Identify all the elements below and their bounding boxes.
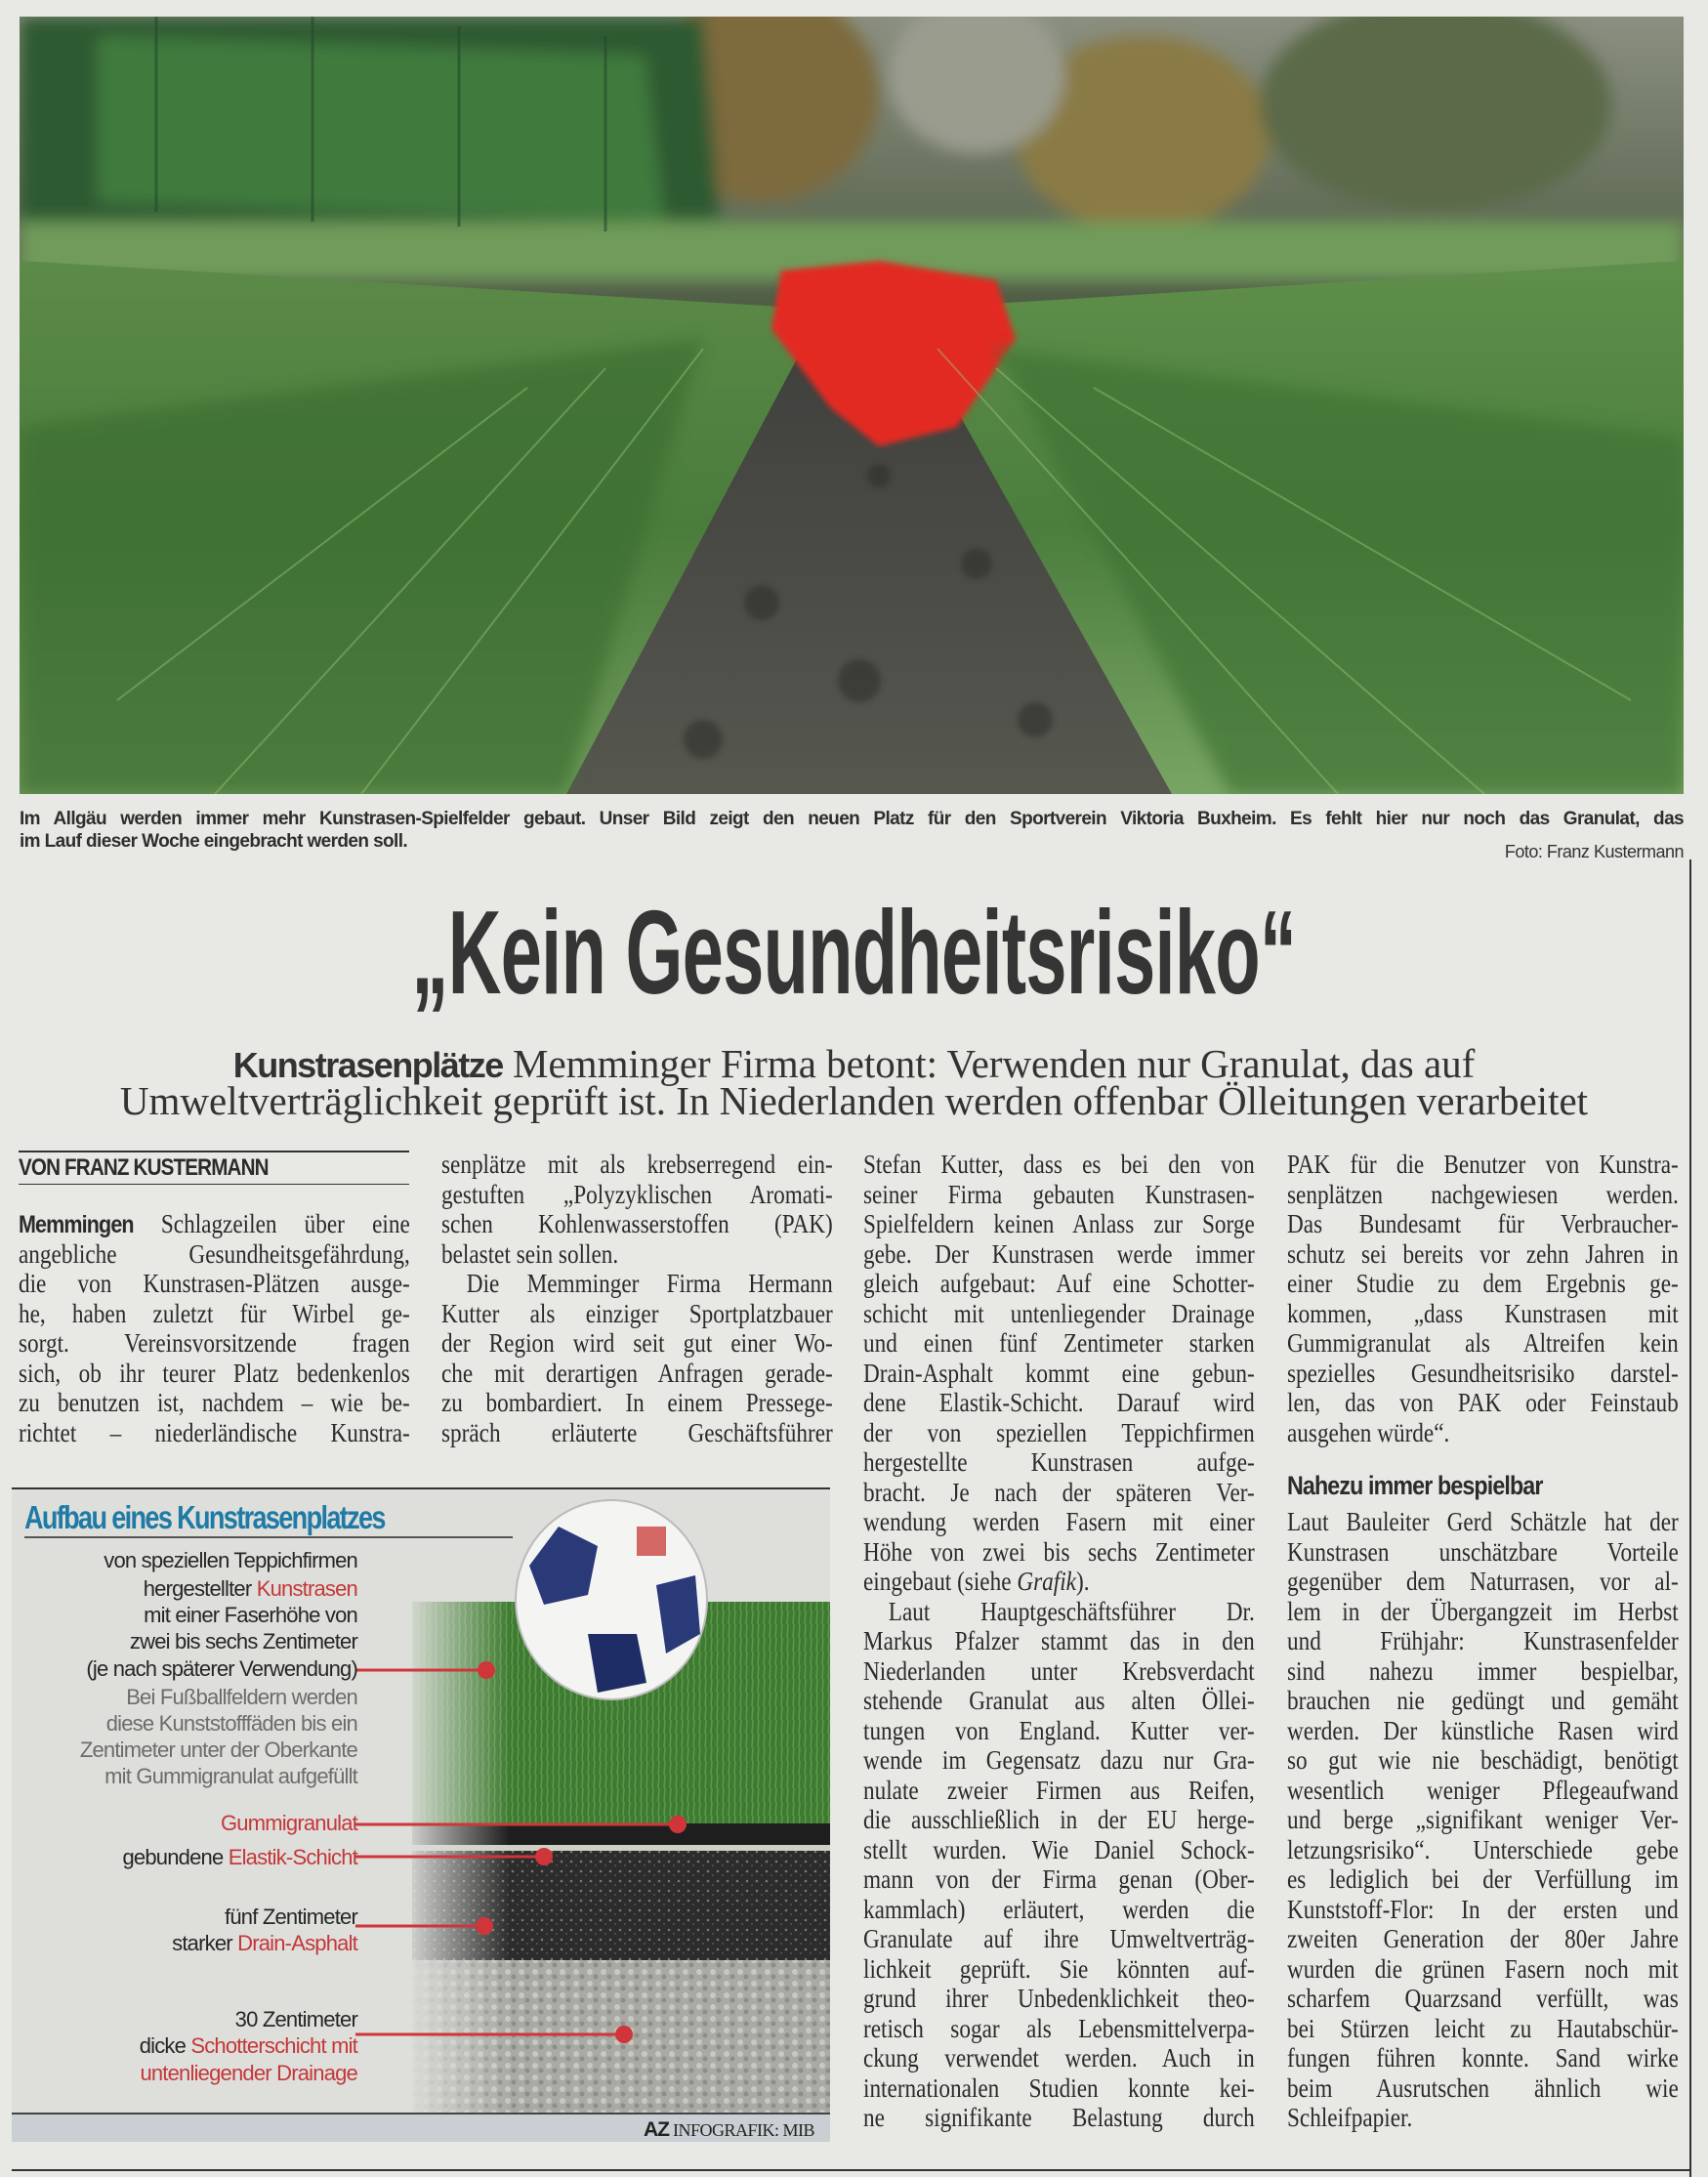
text-segment: zu benutzen ist, nachdem – wie be-	[19, 1388, 410, 1417]
article-text-line	[1287, 1805, 1679, 1835]
article-text-line	[863, 2043, 1255, 2073]
article-text-line	[1287, 1626, 1679, 1656]
az-brand-logo: AZ	[643, 2118, 669, 2141]
byline-rule-bottom	[19, 1184, 409, 1185]
text-segment: retisch sogar als Lebensmittelverpa-	[863, 2013, 1255, 2043]
infographic-label-line	[104, 1765, 357, 1788]
article-text-line	[19, 1299, 410, 1329]
article-text-line	[863, 2073, 1255, 2104]
headline-text: „Kein Gesundheitsrisiko“	[411, 886, 1297, 1019]
text-segment: nulate zweier Firmen aus Reifen,	[863, 1775, 1255, 1805]
text-segment: Markus Pfalzer stammt das in den	[863, 1626, 1255, 1655]
article-text-line	[441, 1388, 833, 1418]
layer-name: Drain-Asphalt	[237, 1931, 357, 1955]
text-segment: die ausschließlich in der EU herge-	[863, 1805, 1255, 1834]
label-text: (je nach späterer Verwendung)	[86, 1656, 357, 1681]
infographic-label-line	[235, 2008, 357, 2031]
infographic-turf-layers	[12, 1487, 830, 2142]
photo-caption-line: im Lauf dieser Woche eingebracht werden soll.	[20, 831, 408, 852]
article-text-line	[1287, 2014, 1679, 2044]
article-text-line	[19, 1239, 410, 1270]
text-segment: belastet sein sollen.	[441, 1238, 619, 1269]
subheadline-text: Memminger Firma betont: Verwenden nur Granulat, das auf	[502, 1041, 1476, 1086]
text-segment: spezielles Gesundheitsrisiko darstel-	[1287, 1358, 1679, 1388]
text-segment: dene Elastik-Schicht. Darauf wird	[863, 1388, 1255, 1417]
article-text-line	[19, 1269, 410, 1299]
infographic-label-line	[106, 1712, 357, 1736]
label-text: diese Kunststofffäden bis ein	[105, 1711, 357, 1736]
text-segment: sorgt. Vereinsvorsitzende fragen	[19, 1328, 410, 1358]
article-text-line	[1287, 1656, 1679, 1687]
text-segment: stellt wurden. Wie Daniel Schock-	[863, 1834, 1255, 1864]
photo-credit: Foto: Franz Kustermann	[1504, 842, 1684, 861]
text-segment: der Region wird seit gut einer Wo-	[441, 1328, 833, 1358]
layer-name: Gummigranulat	[221, 1811, 357, 1835]
text-segment: es lediglich bei der Verfüllung im	[1287, 1864, 1679, 1894]
article-text-line	[1287, 1716, 1679, 1746]
article-text-line	[441, 1299, 833, 1329]
byline-rule-top	[19, 1151, 409, 1152]
article-text-line	[1287, 1835, 1679, 1865]
label-text: Zentimeter unter der Oberkante	[79, 1737, 357, 1762]
article-text-line	[863, 1418, 1255, 1448]
article-text-line	[19, 1328, 410, 1359]
article-text-line	[1287, 1388, 1679, 1418]
article-text-line	[1287, 2073, 1679, 2104]
article-text-line	[863, 1299, 1255, 1329]
infographic-label-line	[126, 1686, 357, 1709]
article-text-line	[863, 1567, 1255, 1597]
infographic-label-line	[225, 1905, 357, 1929]
infographic-layer-image	[12, 1487, 830, 2113]
article-text-line	[1287, 1328, 1679, 1359]
article-text-line	[863, 2103, 1255, 2133]
text-segment: schutz sei bereits vor zehn Jahren in	[1287, 1238, 1679, 1269]
text-segment: und berge „signifikant weniger Ver-	[1287, 1805, 1679, 1834]
text-segment: eingebaut (siehe	[863, 1567, 1018, 1596]
text-segment: stehende Granulat aus alten Öllei-	[863, 1686, 1255, 1715]
article-text-line	[863, 2014, 1255, 2044]
text-segment: internationalen Studien konnte kei-	[863, 2072, 1255, 2103]
text-segment: ne signifikante Belastung durch	[863, 2103, 1255, 2132]
text-segment: he, haben zuletzt für Wirbel ge-	[19, 1298, 410, 1328]
article-text-line	[1287, 1359, 1679, 1389]
article-text-line	[863, 1626, 1255, 1656]
article-text-line	[863, 1686, 1255, 1716]
article-text-line	[863, 1447, 1255, 1478]
text-segment: ausgehen würde“.	[1287, 1417, 1450, 1447]
infographic-credit-band	[12, 2113, 830, 2142]
text-segment: grund ihrer Unbedenklichkeit theo-	[863, 1984, 1255, 2013]
text-segment: Spielfeldern keinen Anlass zur Sorge	[863, 1209, 1255, 1238]
infographic-label-line	[140, 2062, 357, 2085]
text-segment: scharfem Quarzsand verfüllt, was	[1287, 1984, 1679, 2013]
text-segment: Die Memminger Firma Hermann	[466, 1269, 833, 1298]
text-segment: richtet – niederländische Kunstra-	[19, 1417, 410, 1447]
text-segment: tungen von England. Kutter ver-	[863, 1715, 1255, 1745]
article-text-line	[1287, 1418, 1679, 1448]
text-segment: PAK für die Benutzer von Kunstra-	[1287, 1150, 1679, 1179]
article-text-line	[863, 1924, 1255, 1954]
text-segment: wurden die grünen Fasern noch mit	[1287, 1953, 1679, 1984]
text-segment: Laut Hauptgeschäftsführer Dr.	[888, 1596, 1255, 1626]
label-text: gebundene	[122, 1845, 229, 1869]
subheadline-line-2: Umweltverträglichkeit geprüft ist. In Niederlanden werden offenbar Ölleitungen verarbeitet	[119, 1078, 1589, 1123]
section-subheading: Nahezu immer bespielbar	[1287, 1471, 1543, 1500]
headline	[0, 886, 1708, 1019]
pointer-dot-icon	[535, 1848, 553, 1865]
subheadline-keyword: Kunstrasenplätze	[232, 1045, 503, 1085]
label-text: 30 Zentimeter	[234, 2007, 357, 2031]
label-text: dicke	[139, 2033, 191, 2058]
article-text-line	[1287, 1299, 1679, 1329]
infographic-label-line	[172, 1932, 357, 1955]
text-segment: gegenüber dem Naturrasen, vor al-	[1287, 1567, 1679, 1596]
text-segment: beim Ausrutschen ähnlich wie	[1287, 2072, 1679, 2103]
infographic-label-line	[221, 1812, 357, 1835]
label-text: fünf Zentimeter	[225, 1905, 357, 1929]
text-segment: sind nahezu immer bespielbar,	[1287, 1655, 1679, 1686]
text-segment: kommen, „dass Kunstrasen mit	[1287, 1298, 1679, 1328]
article-text-line	[1287, 1924, 1679, 1954]
article-text-line	[863, 1805, 1255, 1835]
text-segment: und einen fünf Zentimeter starken	[863, 1328, 1255, 1358]
text-segment: schicht mit untenliegender Drainage	[863, 1298, 1255, 1328]
text-segment: der von speziellen Teppichfirmen	[863, 1417, 1255, 1447]
text-segment: Drain-Asphalt kommt eine gebun-	[863, 1358, 1255, 1388]
article-text-line	[19, 1388, 410, 1418]
article-photo-artificial-turf	[20, 17, 1684, 794]
article-text-line	[1287, 1239, 1679, 1270]
infographic-label-line	[104, 1549, 357, 1572]
article-text-line	[863, 1835, 1255, 1865]
infographic-label-line	[140, 2034, 357, 2058]
article-text-line	[863, 1359, 1255, 1389]
italic-reference: Grafik	[1017, 1567, 1076, 1596]
text-segment: und Frühjahr: Kunstrasenfelder	[1287, 1626, 1679, 1655]
article-text-line	[863, 1209, 1255, 1239]
article-text-line	[1287, 2043, 1679, 2073]
text-segment: werden. Der künstliche Rasen wird	[1287, 1715, 1679, 1745]
text-segment: Höhe von zwei bis sechs Zentimeter	[863, 1536, 1255, 1567]
text-segment: bei Stürzen leicht zu Hautabschür-	[1287, 2013, 1679, 2043]
layer-name: Schotterschicht mit	[190, 2033, 357, 2058]
article-text-line	[1287, 1597, 1679, 1627]
article-text-line	[1287, 1507, 1679, 1537]
article-text-line	[863, 1507, 1255, 1537]
infographic-credit-text: INFOGRAFIK: MIB	[668, 2120, 814, 2140]
text-segment: che mit derartigen Anfragen gerade-	[441, 1358, 833, 1388]
article-text-line	[19, 1359, 410, 1389]
text-segment: zweiten Generation der 80er Jahre	[1287, 1924, 1679, 1953]
article-text-line	[863, 1269, 1255, 1299]
text-segment: sich, ob ihr teurer Platz bedenkenlos	[19, 1358, 410, 1388]
page-column-divider	[1689, 859, 1691, 2177]
infographic-credit	[644, 2118, 814, 2142]
article-text-line	[441, 1418, 833, 1448]
article-text-line	[441, 1209, 833, 1239]
article-text-line	[1287, 1864, 1679, 1895]
text-segment: brauchen nie gedüngt und gemäht	[1287, 1686, 1679, 1715]
layer-name: Kunstrasen	[256, 1576, 357, 1601]
text-segment: gestuften „Polyzyklischen Aromati-	[441, 1179, 833, 1209]
text-segment: lichkeit geprüft. Sie könnten auf-	[863, 1953, 1255, 1984]
article-text-line	[863, 1745, 1255, 1776]
label-text: hergestellter	[143, 1576, 257, 1601]
label-text: starker	[172, 1931, 238, 1955]
article-text-line	[863, 1478, 1255, 1508]
text-segment: wendung werden Fasern mit einer	[863, 1507, 1255, 1536]
text-segment: fungen führen konnte. Sand wirke	[1287, 2043, 1679, 2072]
text-segment: Kunststoff-Flor: In der ersten und	[1287, 1894, 1679, 1924]
article-text-line	[1287, 1150, 1679, 1180]
text-segment: senplätze mit als krebserregend ein-	[441, 1150, 833, 1179]
dateline: Memmingen	[19, 1211, 134, 1238]
text-segment: Kunstrasen unschätzbare Vorteile	[1287, 1536, 1679, 1567]
pointer-dot-icon	[478, 1661, 495, 1679]
article-text-line	[441, 1328, 833, 1359]
article-text-line	[1287, 1954, 1679, 1985]
text-segment: gebe. Der Kunstrasen werde immer	[863, 1238, 1255, 1269]
article-text-line	[1287, 1567, 1679, 1597]
article-text-line	[863, 1776, 1255, 1806]
article-text-line	[863, 1656, 1255, 1687]
text-segment: Laut Bauleiter Gerd Schätzle hat der	[1287, 1507, 1679, 1536]
article-text-line	[1287, 1537, 1679, 1568]
text-segment: senplätzen nachgewiesen werden.	[1287, 1179, 1679, 1209]
article-column-4	[1287, 1150, 1708, 2133]
text-segment: ).	[1075, 1567, 1090, 1596]
text-segment: seiner Firma gebauten Kunstrasen-	[863, 1179, 1255, 1209]
text-segment: letzungsrisiko“. Unterschiede gebe	[1287, 1834, 1679, 1864]
article-column-2	[441, 1150, 896, 1447]
text-segment: wesentlich weniger Pflegeaufwand	[1287, 1775, 1679, 1805]
article-column-3	[863, 1150, 1318, 2133]
article-text-line	[1287, 2103, 1679, 2133]
article-text-line	[441, 1180, 833, 1210]
infographic-label-line	[144, 1577, 357, 1601]
label-text: Bei Fußballfeldern werden	[126, 1685, 357, 1709]
article-text-line	[1287, 1180, 1679, 1210]
text-segment: schen Kohlenwasserstoffen (PAK)	[441, 1209, 833, 1238]
pointer-dot-icon	[476, 1917, 493, 1935]
infographic-label-line	[122, 1846, 357, 1869]
text-segment: Schleifpapier.	[1287, 2103, 1413, 2132]
text-segment: bracht. Je nach der späteren Ver-	[863, 1477, 1255, 1507]
article-text-line	[863, 1537, 1255, 1568]
text-segment: einer Studie zu dem Ergebnis ge-	[1287, 1269, 1679, 1298]
label-text: mit Gummigranulat aufgefüllt	[104, 1764, 357, 1788]
infographic-label-line	[80, 1738, 357, 1762]
article-text-line	[441, 1150, 833, 1180]
article-text-line	[1287, 1984, 1679, 2014]
infographic-label-line	[86, 1657, 357, 1681]
text-segment: so gut wie nie beschädigt, benötigt	[1287, 1745, 1679, 1775]
text-segment: lem in der Übergangzeit im Herbst	[1287, 1596, 1679, 1626]
label-text: mit einer Faserhöhe von	[144, 1603, 357, 1627]
text-segment: angebliche Gesundheitsgefährdung,	[19, 1238, 410, 1269]
text-segment: mann von der Firma genan (Ober-	[863, 1864, 1255, 1894]
photo-caption-line: Im Allgäu werden immer mehr Kunstrasen-Spielfelder gebaut. Unser Bild zeigt den neuen Platz für den Sportverein Viktoria Buxheim. Es fehlt hier nur noch das Granulat, das	[20, 809, 1684, 829]
text-segment: len, das von PAK oder Feinstaub	[1287, 1388, 1679, 1417]
text-segment: kammlach) erläutert, werden die	[863, 1894, 1255, 1924]
text-segment: hergestellte Kunstrasen aufge-	[863, 1447, 1255, 1477]
article-text-line	[1287, 1269, 1679, 1299]
text-segment: ckung verwendet werden. Auch in	[863, 2043, 1255, 2072]
article-text-line	[441, 1359, 833, 1389]
article-text-line	[863, 1180, 1255, 1210]
layer-name: untenliegender Drainage	[140, 2061, 357, 2085]
text-segment: wende im Gegensatz dazu nur Gra-	[863, 1745, 1255, 1775]
article-text-line	[1287, 1895, 1679, 1925]
infographic-label-line	[130, 1630, 357, 1654]
text-segment: Das Bundesamt für Verbraucher-	[1287, 1209, 1679, 1238]
page-bottom-rule	[12, 2169, 1689, 2171]
text-segment: Gummigranulat als Altreifen kein	[1287, 1328, 1679, 1358]
text-segment: Kutter als einziger Sportplatzbauer	[441, 1298, 833, 1328]
article-text-line	[863, 1954, 1255, 1985]
text-segment: Granulate auf ihre Umweltverträg-	[863, 1924, 1255, 1953]
article-text-line	[863, 1328, 1255, 1359]
text-segment: Niederlanden unter Krebsverdacht	[863, 1655, 1255, 1686]
text-segment: spräch erläuterte Geschäftsführer	[441, 1417, 833, 1447]
text-segment: Schlagzeilen über eine	[160, 1209, 410, 1238]
infographic-label-line	[144, 1604, 357, 1627]
article-text-line	[1287, 1776, 1679, 1806]
article-text-line	[863, 1239, 1255, 1270]
article-column-1	[19, 1150, 474, 1447]
turf-photo-image	[20, 17, 1684, 794]
text-segment: die von Kunstrasen-Plätzen ausge-	[19, 1269, 410, 1298]
article-text-line	[1287, 1209, 1679, 1239]
article-text-line	[1287, 1745, 1679, 1776]
article-text-line	[863, 1150, 1255, 1180]
article-text-line	[1287, 1686, 1679, 1716]
article-text-line	[863, 1597, 1255, 1627]
article-text-line	[863, 1388, 1255, 1418]
infographic-title-rule	[24, 1536, 513, 1538]
article-text-line	[863, 1716, 1255, 1746]
pointer-dot-icon	[615, 2026, 633, 2043]
article-text-line	[441, 1239, 833, 1270]
layer-name: Elastik-Schicht	[228, 1845, 357, 1869]
article-text-line	[863, 1864, 1255, 1895]
text-segment: gleich aufgebaut: Auf eine Schotter-	[863, 1269, 1255, 1298]
label-text: von speziellen Teppichfirmen	[104, 1548, 357, 1572]
pointer-dot-icon	[669, 1816, 687, 1833]
article-text-line	[19, 1209, 410, 1239]
text-segment: Stefan Kutter, dass es bei den von	[863, 1150, 1255, 1179]
text-segment: zu bombardiert. In einem Pressege-	[441, 1388, 833, 1417]
article-text-line	[863, 1895, 1255, 1925]
infographic-title: Aufbau eines Kunstrasenplatzes	[24, 1499, 385, 1535]
article-text-line	[863, 1984, 1255, 2014]
label-text: zwei bis sechs Zentimeter	[129, 1629, 357, 1654]
football-icon	[516, 1500, 707, 1699]
article-text-line	[441, 1269, 833, 1299]
byline: VON FRANZ KUSTERMANN	[19, 1154, 269, 1181]
article-text-line	[19, 1418, 410, 1448]
